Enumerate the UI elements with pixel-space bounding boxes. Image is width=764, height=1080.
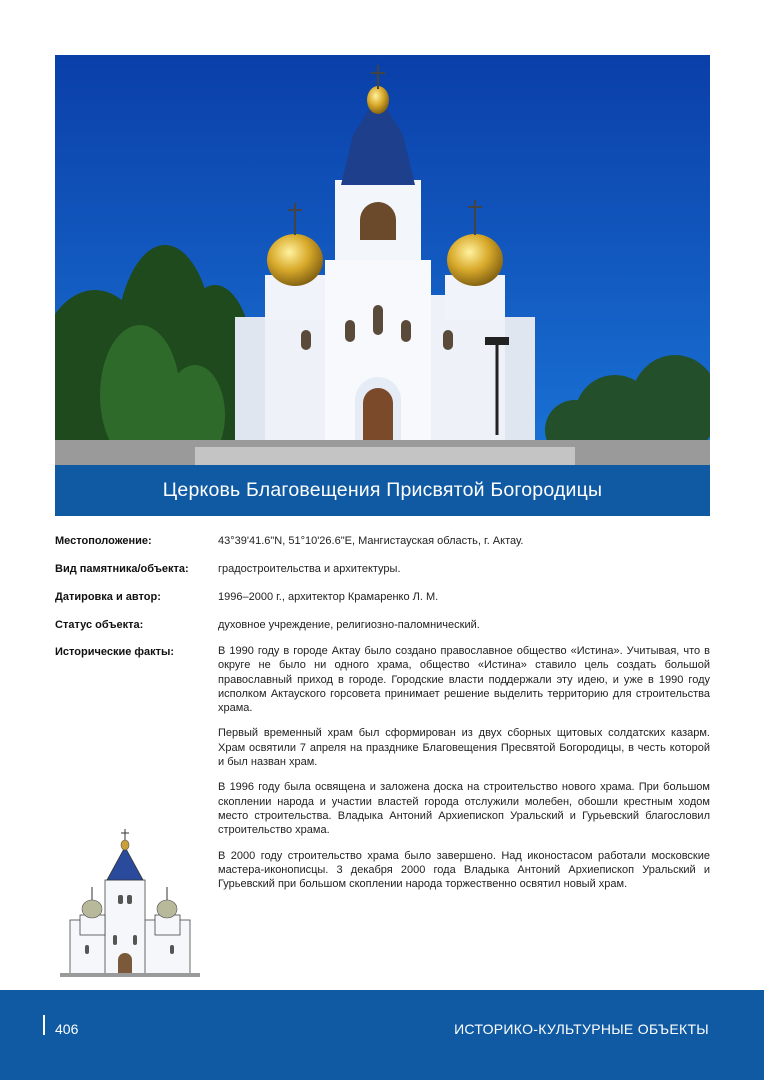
historical-facts — [218, 644, 710, 902]
monument-type-label: Вид памятника/объекта: — [55, 563, 189, 575]
page-footer — [0, 990, 764, 1080]
fact-paragraph: В 1990 году в городе Актау было создано православное общество «Истина». Учитывая, что в округе не было ни одного храма, общество «Истина» ставило цель создать большой православный приход в городе. Городские власти поддержали эту идею, и уже в 1990 году исполком Актауского горсовета принимает решение выделить территорию для строительства храма. — [218, 645, 710, 715]
page-number: 406 — [55, 1021, 79, 1037]
fact-paragraph: В 2000 году строительство храма было завершено. Над иконостасом работали московские мастера-иконописцы. 3 декабря 2000 года Владыка Антоний Архиепископ Уральский и Гурьевский при большом скоплении народа торжественно освятил новый храм. — [218, 849, 710, 891]
title-band — [55, 465, 710, 516]
dating-label: Датировка и автор: — [55, 591, 161, 603]
historical-facts-label: Исторические факты: — [55, 646, 175, 658]
fact-paragraph: Первый временный храм был сформирован из двух сборных щитовых солдатских казарм. Храм освятили 7 апреля на празднике Благовещения Пресвятой Богородицы, в честь которой и был назван храм. — [218, 727, 710, 769]
location-value: 43°39'41.6"N, 51°10'26.6"E, Мангистауская область, г. Актау. — [218, 535, 524, 547]
fact-paragraph: В 1996 году была освящена и заложена доска на строительство нового храма. При большом скоплении народа и участии властей города отслужили молебен, обошли крестным ходом место строительства. Владыка Антоний Архиепископ Уральский и Гурьевский благословил строительство храма. — [218, 781, 710, 837]
church-photo — [55, 55, 710, 465]
dating-value: 1996–2000 г., архитектор Крамаренко Л. М. — [218, 591, 439, 603]
status-value: духовное учреждение, религиозно-паломнический. — [218, 619, 480, 631]
footer-divider — [43, 1015, 45, 1035]
page-title: Церковь Благовещения Присвятой Богородицы — [162, 479, 603, 501]
location-label: Местоположение: — [55, 535, 152, 547]
status-label: Статус объекта: — [55, 619, 144, 631]
monument-type-value: градостроительства и архитектуры. — [218, 563, 401, 575]
church-sketch-illustration — [55, 825, 205, 985]
section-title: ИСТОРИКО-КУЛЬТУРНЫЕ ОБЪЕКТЫ — [454, 1021, 709, 1037]
